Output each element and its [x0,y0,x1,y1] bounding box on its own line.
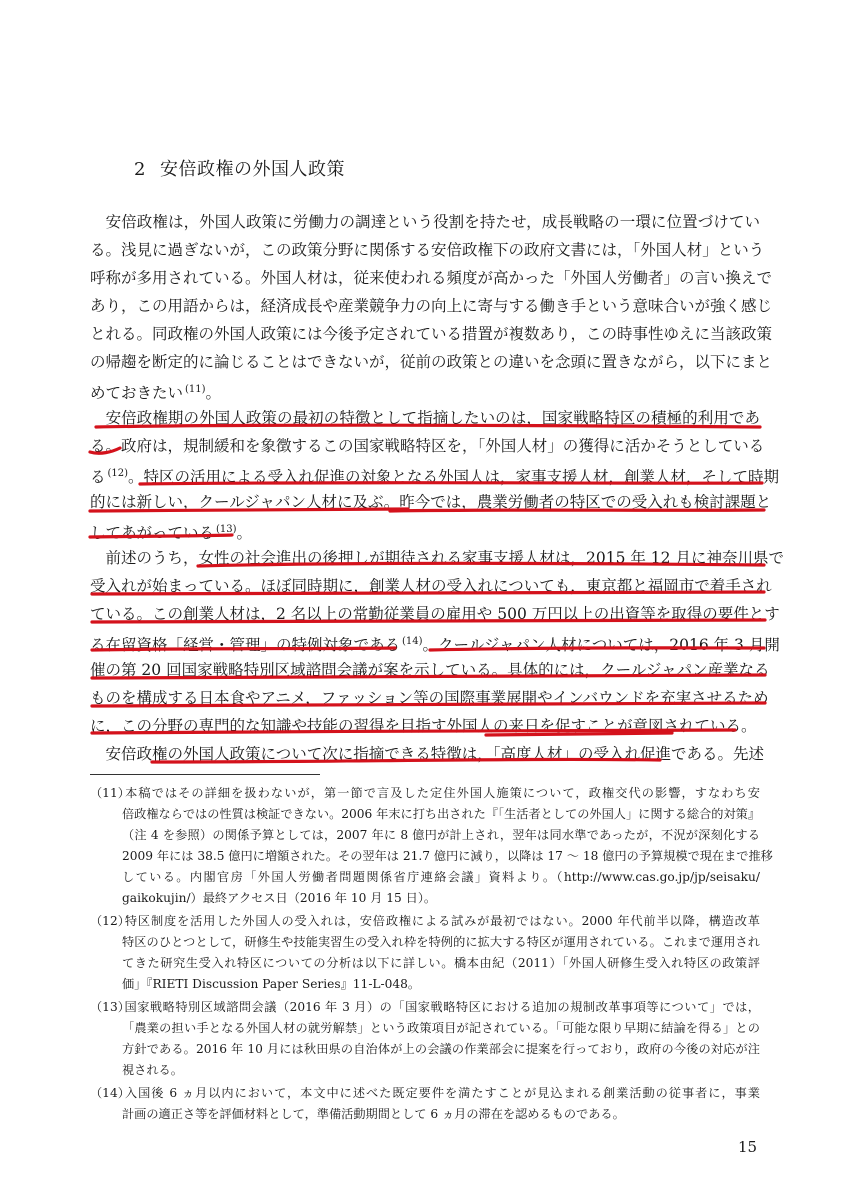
body-text: 。クールジャパン人材については，2016 年 3 月開 [422,636,780,655]
footnote-line: 計画の適正さ等を評価材料として，準備活動期間として 6 ヵ月の滞在を認めるものである。 [122,1107,625,1121]
footnote-number: （13） [90,1000,130,1014]
footnote-ref: (13) [216,524,237,535]
footnote-line: 特区のひとつとして，研修生や技能実習生の受入れ枠を特例的に拡大する特区が運用されている。これまで運用され [122,935,760,949]
section-heading [134,155,345,181]
body-text: してあがっている [90,524,215,543]
body-text: めておきたい [90,384,184,403]
body-line: とれる。同政権の外国人政策には今後予定されている措置が複数あり，この時事性ゆえに当該政策 [90,325,773,343]
section-number: 2 [134,159,146,180]
body-line: る。浅見に過ぎないが，この政策分野に関係する安倍政権下の政府文書には，「外国人材」という [90,241,765,259]
body-line: 前述のうち，女性の社会進出の後押しが期待される家事支援人材は，2015 年 12 月に神奈川県で [90,549,784,567]
body-line: あり，この用語からは，経済成長や産業競争力の向上に寄与する働き手という意味合いが強く感じ [90,297,773,315]
body-line [90,632,780,655]
body-text: る [90,468,106,487]
body-line: 安倍政権の外国人政策について次に指摘できる特徴は，「高度人材」の受入れ促進である。先述 [90,745,764,763]
footnote-line: （注 4 を参照）の関係予算としては，2007 年に 8 億円が計上され，翌年は同水準であったが，不況が深刻化する [122,828,760,842]
footnote-line: 視される。 [122,1063,183,1077]
page-number: 15 [738,1138,758,1156]
footnote-line: 方針である。2016 年 10 月には秋田県の自治体が上の会議の作業部会に提案を行っており，政府の今後の対応が注 [122,1042,760,1056]
body-line: に，この分野の専門的な知識や技能の習得を目指す外国人の来日を促すことが意図されている。 [90,717,757,735]
body-text: る在留資格「経営・管理」の特例対象である [90,636,401,655]
body-line [90,380,760,403]
footnote-ref: (14) [402,636,423,647]
body-line: ている。この創業人材は，2 名以上の常勤従業員の雇用や 500 万円以上の出資等を取得の要件とす [90,605,780,623]
footnote-line: 価」『RIETI Discussion Paper Series』11-L-048。 [122,977,421,991]
footnote-line: 倍政権ならではの性質は検証できない。2006 年末に打ち出された『「生活者としての外国人」に関する総合的対策』 [122,807,761,821]
footnote-line [90,998,760,1016]
footnote-line [90,1084,760,1102]
footnote-line: 「農業の担い手となる外国人材の就労解禁」という政策項目が記されている。「可能な限り早期に結論を得る」との [122,1021,760,1035]
body-text: 。 [236,524,253,543]
footnote-ref: (11) [185,384,206,395]
body-line: 安倍政権期の外国人政策の最初の特徴として指摘したいのは，国家戦略特区の積極的利用であ [90,409,760,427]
body-line [90,520,760,543]
footnote-ref: (12) [107,468,129,479]
footnote-line: gaikokujin/）最終アクセス日（2016 年 10 月 15 日）。 [122,891,437,905]
body-line [90,464,780,487]
body-line: 催の第 20 回国家戦略特別区域諮問会議が案を示している。具体的には，クールジャパン産業なる [90,661,770,679]
body-line: の帰趨を断定的に論じることはできないが，従前の政策との違いを念頭に置きながら，以下にまと [90,353,773,371]
body-text: 。 [205,384,222,403]
footnote-divider [90,774,320,775]
footnote-text: 国家戦略特別区域諮問会議（2016 年 3 月）の「国家戦略特区における追加の規制改革事項等について」では， [124,1000,760,1014]
footnote-number: （12） [90,914,130,928]
footnote-number: （14） [90,1086,130,1100]
footnote-line: てきた研究生受入れ特区についての分析は以下に詳しい。橋本由紀（2011）「外国人研修生受入れ特区の政策評 [122,956,760,970]
body-line: ものを構成する日本食やアニメ，ファッション等の国際事業展開やインバウンドを充実させるため [90,689,769,707]
body-line: 呼称が多用されている。外国人材は，従来使われる頻度が高かった「外国人労働者」の言い換えで [90,269,773,287]
footnote-number: （11） [90,786,130,800]
body-line: 的には新しい，クールジャパン人材に及ぶ。昨今では，農業労働者の特区での受入れも検討課題と [90,493,772,511]
footnote-line: 2009 年には 38.5 億円に増額された。その翌年は 21.7 億円に減り，以降は 17 ～ 18 億円の予算規模で現在まで推移 [122,849,773,863]
footnote-text: 特区制度を活用した外国人の受入れは，安倍政権による試みが最初ではない。2000 年代前半以降，構造改革 [124,914,760,928]
footnote-text: 入国後 6 ヵ月以内において，本文中に述べた既定要件を満たすことが見込まれる創業活動の従事者に，事業 [124,1086,760,1100]
footnote-text: 本稿ではその詳細を扱わないが，第一節で言及した定住外国人施策について，政権交代の影響，すなわち安 [124,786,760,800]
footnote-line [90,912,760,930]
body-line: 安倍政権は，外国人政策に労働力の調達という役割を持たせ，成長戦略の一環に位置づけてい [90,213,760,231]
body-line: る。政府は，規制緩和を象徴するこの国家戦略特区を，「外国人材」の獲得に活かそうとしている [90,437,765,455]
body-text: 。特区の活用による受入れ促進の対象となる外国人は，家事支援人材，創業人材，そして時期 [128,468,780,487]
footnote-line: している。内閣官房「外国人労働者問題関係省庁連絡会議」資料より。（http://www.cas.go.jp/jp/seisaku/ [122,870,760,884]
footnote-line [90,784,760,802]
body-line: 受入れが始まっている。ほぼ同時期に，創業人材の受入れについても，東京都と福岡市で着手され [90,577,772,595]
section-title: 安倍政権の外国人政策 [159,159,345,180]
